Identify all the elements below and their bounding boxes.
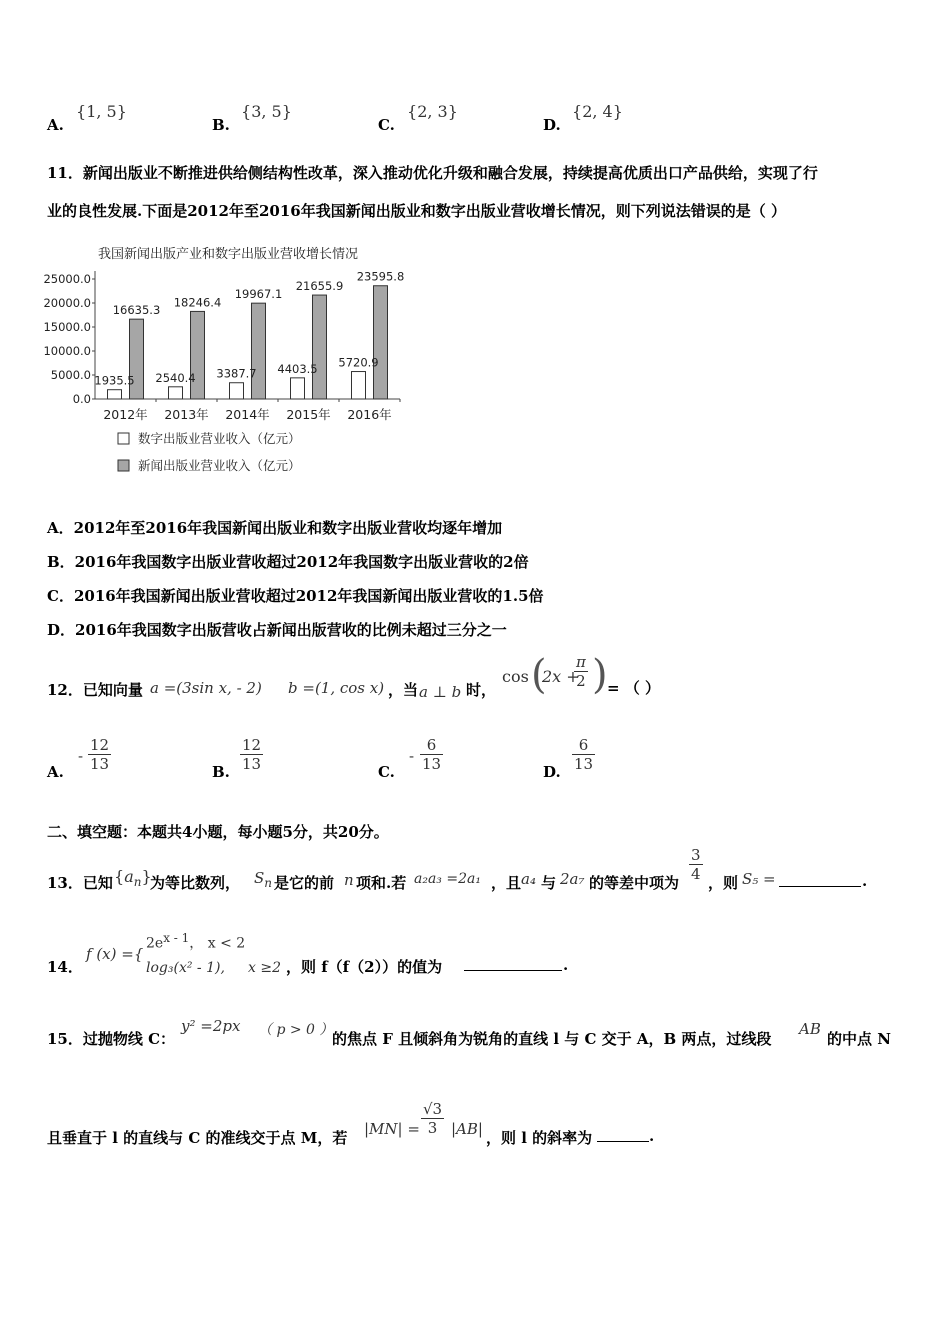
- value-label-news: 23595.8: [356, 269, 405, 284]
- q15-text-2: 的焦点 F 且倾斜角为锐角的直线 l 与 C 交于 A，B 两点，过线段: [332, 1030, 772, 1048]
- q15-sqrt3-frac: $\frac{√3}{3}$: [423, 1100, 443, 1137]
- q14-fx: f (x) ={: [86, 945, 144, 963]
- q13-end: .: [862, 872, 868, 890]
- value-label-digital: 3387.7: [216, 366, 257, 381]
- q10-option-d-value: {2, 4}: [572, 102, 623, 121]
- q11-option-c: C．2016年我国新闻出版业营收超过2012年我国新闻出版业营收的1.5倍: [47, 587, 544, 605]
- q12-option-c-label: C.: [378, 763, 395, 781]
- q13-text-7: 的等差中项为: [589, 874, 680, 892]
- q11-option-d: D．2016年我国数字出版营收占新闻出版营收的比例未超过三分之一: [47, 621, 507, 639]
- q15-condition: （ p > 0 ）: [258, 1022, 334, 1038]
- q14-end: .: [563, 956, 569, 974]
- q12-cos: cos: [502, 667, 529, 686]
- q15-text-5: ，则 l 的斜率为: [486, 1129, 593, 1147]
- q12-option-a-frac: $\frac{12}{13}$: [90, 736, 110, 773]
- q12-vector-a: a =(3sin x, - 2): [150, 679, 262, 697]
- q12-vector-b: b =(1, cos x): [288, 679, 385, 697]
- q13-n: n: [344, 871, 354, 889]
- value-label-news: 18246.4: [173, 295, 222, 310]
- q13-text-6: 与: [541, 874, 557, 892]
- y-tick-label: 20000.0: [43, 296, 91, 310]
- q12-option-d-frac: $\frac{6}{13}$: [574, 736, 594, 773]
- q13-text-1: 13．已知: [47, 874, 113, 892]
- legend-swatch-news: [118, 460, 129, 471]
- q15-AB-abs: |AB|: [451, 1120, 483, 1138]
- bar-news: [374, 286, 388, 399]
- q12-pi: π: [576, 653, 586, 671]
- q13-text-2: 为等比数列，: [150, 874, 241, 892]
- q13-text-3: 是它的前: [274, 874, 335, 892]
- x-tick-label: 2014年: [225, 407, 270, 422]
- q12-when: ，当: [388, 681, 419, 699]
- bar-digital: [169, 387, 183, 399]
- q12-paren-right: ): [592, 652, 608, 698]
- q10-option-c-label: C.: [378, 116, 395, 134]
- q11-option-a: A．2012年至2016年我国新闻出版业和数字出版业营收均逐年增加: [47, 519, 503, 537]
- value-label-news: 19967.1: [234, 287, 283, 302]
- q12-option-c-frac: $\frac{6}{13}$: [422, 736, 442, 773]
- q10-option-d-label: D.: [543, 116, 561, 134]
- section-2-heading: 二、填空题：本题共4小题，每小题5分，共20分。: [47, 823, 389, 841]
- value-label-digital: 2540.4: [155, 370, 196, 385]
- x-tick-label: 2016年: [347, 407, 392, 422]
- q10-option-a-value: {1, 5}: [76, 102, 127, 121]
- value-label-news: 16635.3: [112, 303, 161, 318]
- q13-condition: a₂a₃ =2a₁: [414, 871, 481, 887]
- y-tick-label: 5000.0: [50, 368, 91, 382]
- q10-option-b-label: B.: [212, 116, 230, 134]
- q14-number: 14．: [47, 958, 83, 976]
- q14-tail: ，则 f（f（2））的值为: [286, 958, 443, 976]
- y-tick-label: 0.0: [72, 392, 91, 406]
- q11-line2: 业的良性发展.下面是2012年至2016年我国新闻出版业和数字出版业营收增长情况，则下列说法错误的是（ ）: [47, 202, 786, 220]
- q13-text-5: ，且: [491, 874, 522, 892]
- legend-label-digital: 数字出版业营业收入（亿元）: [138, 431, 301, 446]
- q12-pi-frac: [574, 653, 588, 690]
- q10-option-c-value: {2, 3}: [407, 102, 458, 121]
- q14-answer-blank[interactable]: [464, 970, 562, 971]
- q13-fraction: $\frac{3}{4}$: [691, 846, 701, 883]
- legend-swatch-digital: [118, 433, 129, 444]
- bar-news: [313, 295, 327, 399]
- value-label-digital: 5720.9: [338, 355, 379, 370]
- q13-text-8: ，则: [708, 874, 739, 892]
- chart-legend: [118, 431, 301, 473]
- y-tick-label: 25000.0: [43, 272, 91, 286]
- q12-perp-condition: a ⊥ b: [419, 683, 462, 701]
- q15-MN: |MN| =: [364, 1120, 420, 1138]
- y-tick-label: 15000.0: [43, 320, 91, 334]
- x-tick-label: 2012年: [103, 407, 148, 422]
- q15-AB: AB: [799, 1020, 821, 1038]
- q12-tail: = （ ）: [607, 679, 661, 697]
- q15-end: .: [649, 1127, 655, 1145]
- q12-option-c-sign: -: [409, 747, 415, 765]
- q12-option-b-label: B.: [212, 763, 230, 781]
- q10-option-b-value: {3, 5}: [241, 102, 292, 121]
- bar-digital: [108, 390, 122, 399]
- value-label-digital: 4403.5: [277, 361, 318, 376]
- chart-yticks: [43, 272, 95, 406]
- bar-digital: [291, 378, 305, 399]
- q12-time: 时，: [466, 681, 497, 699]
- q11-line1: 11．新闻出版业不断推进供给侧结构性改革，深入推动优化升级和融合发展，持续提高优质出口产品供给，实现了行: [47, 164, 818, 182]
- q13-S: $S_n$: [254, 869, 273, 890]
- q13-2a7: 2a₇: [560, 870, 585, 888]
- revenue-bar-chart: [40, 238, 420, 483]
- legend-label-news: 新闻出版业营业收入（亿元）: [138, 458, 301, 473]
- q13-text-4: 项和.若: [356, 874, 407, 892]
- q13-sequence: $\{a_n\}$: [114, 867, 152, 890]
- bar-digital: [230, 383, 244, 399]
- q13-a4: a₄: [521, 870, 536, 888]
- q13-answer-blank[interactable]: [779, 886, 861, 887]
- bar-news: [191, 311, 205, 399]
- bar-news: [252, 303, 266, 399]
- q11-option-b: B．2016年我国数字出版业营收超过2012年我国数字出版业营收的2倍: [47, 553, 529, 571]
- chart-xticks: [103, 399, 400, 422]
- chart-title: 我国新闻出版产业和数字出版业营收增长情况: [98, 247, 359, 262]
- q14-case2-expr: log₃(x² - 1),: [146, 960, 225, 976]
- q10-option-a-label: A.: [47, 116, 64, 134]
- q13-S5: S₅ =: [742, 870, 776, 888]
- bar-digital: [352, 372, 366, 399]
- x-tick-label: 2013年: [164, 407, 209, 422]
- x-tick-label: 2015年: [286, 407, 331, 422]
- q12-option-b-frac: $\frac{12}{13}$: [242, 736, 262, 773]
- q12-paren-left: (: [531, 652, 547, 698]
- y-tick-label: 10000.0: [43, 344, 91, 358]
- q14-case2-cond: x ≥2: [248, 960, 281, 976]
- q12-option-a-label: A.: [47, 763, 64, 781]
- q15-equation: y² =2px: [181, 1017, 241, 1035]
- q15-text-3: 的中点 N: [827, 1030, 891, 1048]
- q12-two: 2: [574, 671, 588, 690]
- q12-option-d-label: D.: [543, 763, 561, 781]
- q12-prefix: 12．已知向量: [47, 681, 143, 699]
- q15-text-4: 且垂直于 l 的直线与 C 的准线交于点 M，若: [47, 1129, 348, 1147]
- value-label-digital: 1935.5: [94, 373, 135, 388]
- q15-text-1: 15．过抛物线 C：: [47, 1030, 176, 1048]
- q15-answer-blank[interactable]: [597, 1141, 649, 1142]
- q12-inner: 2x +: [542, 667, 580, 686]
- q12-option-a-sign: -: [78, 747, 84, 765]
- q14-case1: $2e^{x - 1}$， x < 2: [146, 931, 246, 952]
- value-label-news: 21655.9: [295, 279, 344, 294]
